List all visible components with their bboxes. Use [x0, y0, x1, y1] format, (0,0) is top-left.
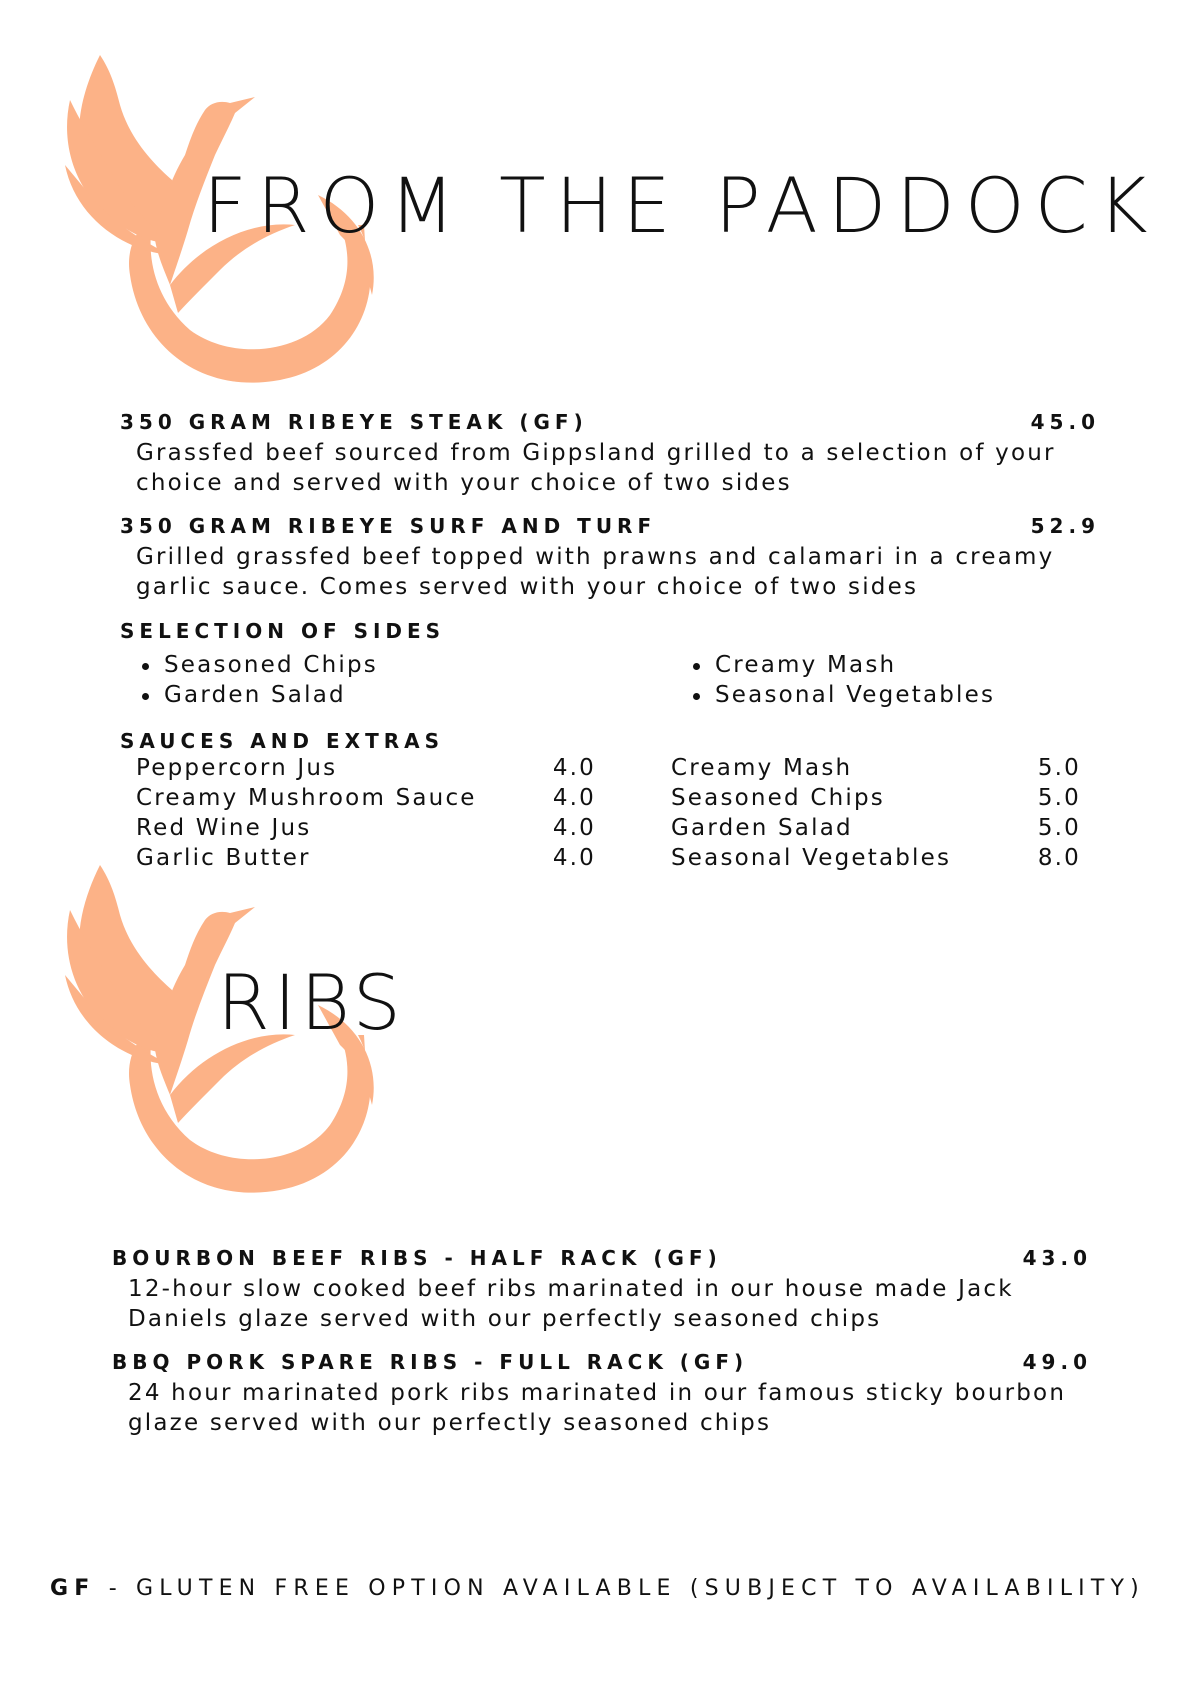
item-price: 52.9 [1030, 514, 1100, 538]
list-item: Seasoned Chips [136, 650, 556, 680]
list-item: Garden Salad [136, 680, 556, 710]
item-price: 49.0 [1022, 1350, 1092, 1374]
item-description: 12-hour slow cooked beef ribs marinated in our house made Jack Daniels glaze served with our perfectly seasoned chips [128, 1276, 1014, 1332]
extra-row [671, 843, 1081, 873]
gf-abbreviation: GF [50, 1576, 96, 1601]
item-description: Grassfed beef sourced from Gippsland grilled to a selection of your choice and served with your choice of two sides [136, 440, 1056, 496]
item-description: Grilled grassfed beef topped with prawns and calamari in a creamy garlic sauce. Comes served with your choice of two sides [136, 544, 1055, 600]
extra-row [671, 753, 1081, 783]
section-title-ribs: RIBS [217, 958, 405, 1047]
item-description: 24 hour marinated pork ribs marinated in our famous sticky bourbon glaze served with our perfectly seasoned chips [128, 1380, 1067, 1436]
extra-row [136, 813, 596, 843]
menu-item-surf-and-turf [120, 514, 1100, 602]
extra-name: Creamy Mushroom Sauce [136, 785, 477, 811]
extra-row [136, 783, 596, 813]
extra-price: 4.0 [552, 815, 596, 841]
list-item: Creamy Mash [687, 650, 1107, 680]
sides-list-right [687, 650, 1107, 710]
extras-list-right [671, 753, 1081, 873]
menu-item-ribeye-steak [120, 410, 1100, 498]
footer-text: GLUTEN FREE OPTION AVAILABLE (SUBJECT TO AVAILABILITY) [136, 1576, 1145, 1601]
extra-name: Garden Salad [671, 815, 853, 841]
extras-heading: SAUCES AND EXTRAS [120, 729, 445, 753]
extra-row [671, 813, 1081, 843]
item-header [120, 410, 1100, 434]
extra-price: 4.0 [552, 785, 596, 811]
item-price: 45.0 [1030, 410, 1100, 434]
item-header [120, 514, 1100, 538]
menu-item-bbq-pork-ribs [112, 1350, 1092, 1438]
section-title-paddock: FROM THE PADDOCK [203, 161, 1158, 250]
extra-row [136, 753, 596, 783]
footer-note [50, 1576, 1145, 1601]
extra-name: Red Wine Jus [136, 815, 312, 841]
item-price: 43.0 [1022, 1246, 1092, 1270]
extra-price: 4.0 [552, 845, 596, 871]
list-item: Seasonal Vegetables [687, 680, 1107, 710]
extra-name: Seasonal Vegetables [671, 845, 952, 871]
item-header [112, 1350, 1092, 1374]
extra-name: Creamy Mash [671, 755, 853, 781]
item-name: 350 GRAM RIBEYE STEAK (GF) [120, 410, 588, 434]
extra-price: 5.0 [1037, 815, 1081, 841]
sides-heading: SELECTION OF SIDES [120, 619, 446, 643]
item-name: BOURBON BEEF RIBS - HALF RACK (GF) [112, 1246, 722, 1270]
extra-name: Peppercorn Jus [136, 755, 338, 781]
item-name: BBQ PORK SPARE RIBS - FULL RACK (GF) [112, 1350, 749, 1374]
extra-price: 4.0 [552, 755, 596, 781]
extra-price: 8.0 [1037, 845, 1081, 871]
extra-row [671, 783, 1081, 813]
extra-price: 5.0 [1037, 755, 1081, 781]
item-header [112, 1246, 1092, 1270]
extra-name: Seasoned Chips [671, 785, 885, 811]
menu-item-bourbon-beef-ribs [112, 1246, 1092, 1334]
item-name: 350 GRAM RIBEYE SURF AND TURF [120, 514, 657, 538]
footer-separator: - [95, 1576, 137, 1601]
extra-price: 5.0 [1037, 785, 1081, 811]
sides-list-left [136, 650, 556, 710]
extra-name: Garlic Butter [136, 845, 311, 871]
